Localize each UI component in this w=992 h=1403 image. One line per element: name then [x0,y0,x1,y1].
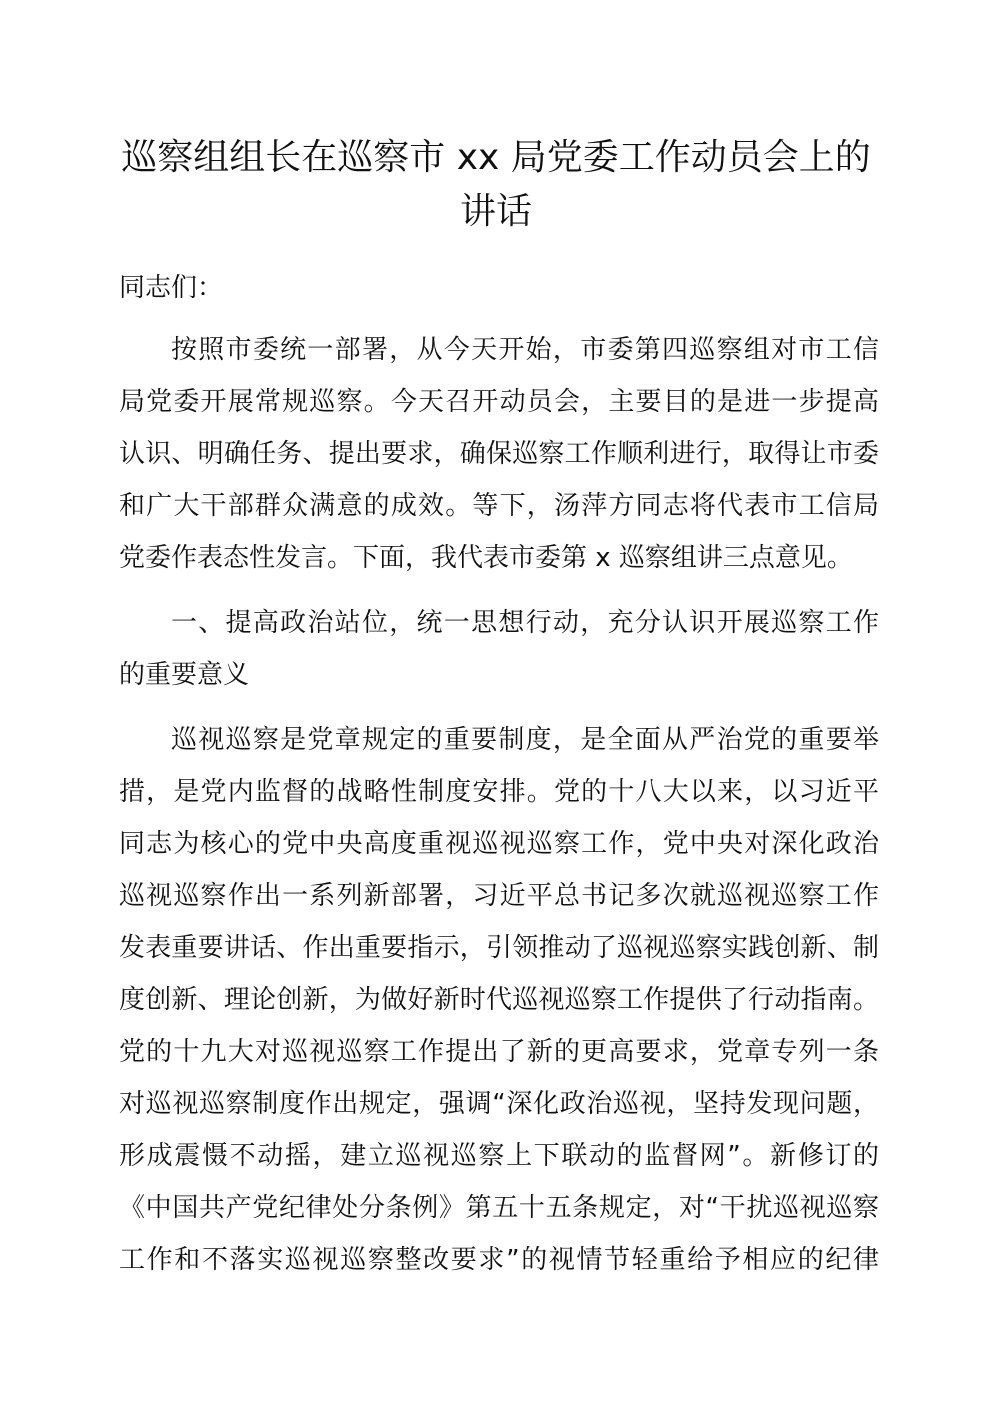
section-heading-line: 一、提高政治站位，统一思想行动，充分认识开展巡察工作 [171,608,879,638]
paragraph-line: 按照市委统一部署，从今天开始，市委第四巡察组对市工信 [171,335,879,365]
paragraph-line: 同志为核心的党中央高度重视巡视巡察工作，党中央对深化政治 [119,829,879,859]
paragraph-line: 工作和不落实巡视巡察整改要求”的视情节轻重给予相应的纪律 [119,1245,879,1275]
paragraph-line: 巡视巡察是党章规定的重要制度，是全面从严治党的重要举 [171,725,879,755]
paragraph-line: 和广大干部群众满意的成效。等下，汤萍方同志将代表市工信局 [119,491,879,521]
paragraph-line: 形成震慑不动摇，建立巡视巡察上下联动的监督网”。新修订的 [119,1141,879,1171]
document-title-line-2: 讲话 [459,191,532,232]
section-heading-line: 的重要意义 [119,660,250,690]
paragraph-line: 巡视巡察作出一系列新部署，习近平总书记多次就巡视巡察工作 [119,881,879,911]
document-title-line-1: 巡察组组长在巡察市 xx 局党委工作动员会上的 [121,137,871,178]
paragraph-line: 《中国共产党纪律处分条例》第五十五条规定，对“干扰巡视巡察 [119,1193,879,1223]
paragraph-line: 局党委开展常规巡察。今天召开动员会，主要目的是进一步提高 [119,387,879,417]
paragraph-line: 措，是党内监督的战略性制度安排。党的十八大以来，以习近平 [119,777,879,807]
paragraph-line: 认识、明确任务、提出要求，确保巡察工作顺利进行，取得让市委 [119,439,879,469]
salutation: 同志们： [119,273,224,303]
paragraph-line: 党委作表态性发言。下面，我代表市委第 x 巡察组讲三点意见。 [119,543,853,573]
paragraph-line: 度创新、理论创新，为做好新时代巡视巡察工作提供了行动指南。 [119,985,879,1015]
paragraph-line: 党的十九大对巡视巡察工作提出了新的更高要求，党章专列一条 [119,1037,879,1067]
paragraph-line: 发表重要讲话、作出重要指示，引领推动了巡视巡察实践创新、制 [119,933,879,963]
paragraph-line: 对巡视巡察制度作出规定，强调“深化政治巡视，坚持发现问题， [119,1089,879,1119]
